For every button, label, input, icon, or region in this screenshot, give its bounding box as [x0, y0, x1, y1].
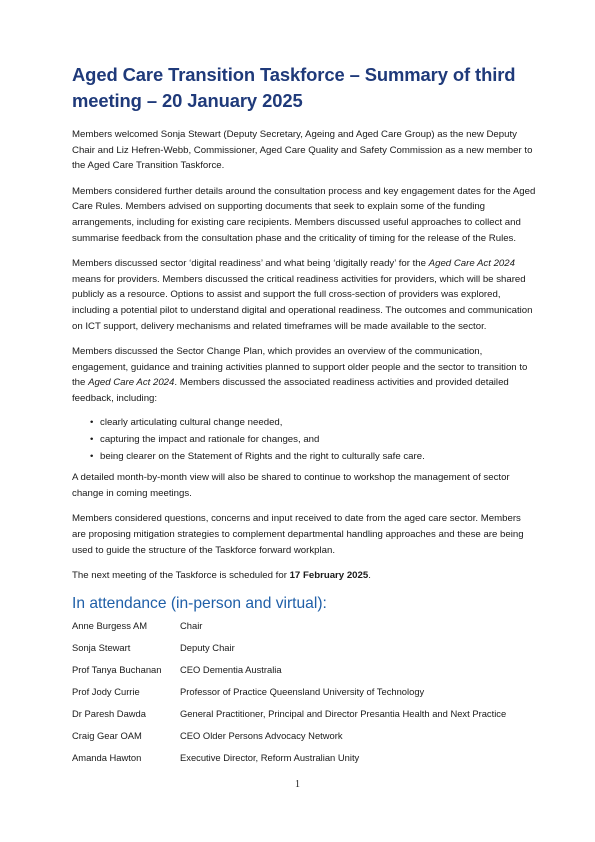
attendance-row — [72, 707, 537, 721]
paragraph-month-view: A detailed month-by-month view will also be shared to continue to workshop the management of sector change in coming meetings. — [72, 472, 510, 499]
list-item-text: clearly articulating cultural change needed, — [100, 416, 283, 428]
paragraph-digital-readiness — [72, 256, 537, 334]
paragraph-text: means for providers. Members discussed the critical readiness activities for providers, which will be shared publicly as a resource. Options to assist and support the full cross-section of providers was explored, including a potential pilot to understand digital and operational readiness. The outcomes and communication on ICT support, delivery mechanisms and related timeframes will be made available to the sector. — [72, 273, 533, 332]
attendance-row — [72, 641, 537, 655]
paragraph-consultation: Members considered further details around the consultation process and key engagement dates for the Aged Care Rules. Members advised on supporting documents that seek to explain some of the funding arrangements, including for existing care recipients. Members discussed useful approaches to collect and summarise feedback from the consultation phase and the criticality of timing for the release of the Rules. — [72, 185, 536, 244]
attendance-heading: In attendance (in-person and virtual): — [72, 594, 327, 612]
attendance-row — [72, 685, 537, 699]
paragraph-next-meeting — [72, 568, 537, 584]
paragraph-text: The next meeting of the Taskforce is scheduled for — [72, 570, 290, 582]
page-number: 1 — [295, 779, 300, 790]
attendee-role: CEO Dementia Australia — [180, 663, 282, 675]
paragraph-text: Members discussed the Sector Change Plan, which provides an overview of the communication, engagement, guidance and training activities planned to support older people and the sector to transition to the — [72, 346, 528, 389]
feedback-list — [72, 415, 537, 465]
list-item — [90, 449, 537, 465]
page-title: Aged Care Transition Taskforce – Summary of third meeting – 20 January 2025 — [72, 64, 516, 111]
act-title: Aged Care Act 2024 — [88, 377, 175, 389]
attendee-name: Craig Gear OAM — [72, 729, 142, 741]
attendee-name: Prof Jody Currie — [72, 685, 140, 697]
list-item-text: being clearer on the Statement of Rights and the right to culturally safe care. — [100, 450, 425, 462]
attendee-role: Deputy Chair — [180, 641, 235, 653]
attendee-role: General Practitioner, Principal and Director Presantia Health and Next Practice — [180, 707, 507, 719]
attendee-name: Sonja Stewart — [72, 641, 131, 653]
bullet-icon: • — [90, 416, 94, 428]
bullet-icon: • — [90, 450, 94, 462]
attendee-name: Amanda Hawton — [72, 751, 142, 763]
paragraph-sector-change-plan — [72, 344, 537, 406]
paragraph-text: . — [368, 570, 371, 582]
paragraph-sector-input: Members considered questions, concerns and input received to date from the aged care sector. Members are proposing mitigation strategies to complement departmental handling approaches and these are being used to guide the structure of the Taskforce forward workplan. — [72, 513, 524, 556]
attendee-role: Executive Director, Reform Australian Unity — [180, 751, 360, 763]
paragraph-new-members: Members welcomed Sonja Stewart (Deputy Secretary, Ageing and Aged Care Group) as the new Deputy Chair and Liz Hefren-Webb, Commissioner, Aged Care Quality and Safety Commission as a new member to the Aged Care Transition Taskforce. — [72, 129, 533, 172]
attendee-role: CEO Older Persons Advocacy Network — [180, 729, 343, 741]
attendance-row — [72, 663, 537, 677]
attendee-name: Anne Burgess AM — [72, 619, 148, 631]
attendee-name: Dr Paresh Dawda — [72, 707, 146, 719]
paragraph-text: Members discussed sector ‘digital readiness’ and what being ‘digitally ready’ for the — [72, 258, 429, 270]
attendee-role: Professor of Practice Queensland University of Technology — [180, 685, 425, 697]
list-item — [90, 415, 537, 431]
attendee-name: Prof Tanya Buchanan — [72, 663, 162, 675]
paragraph-text: . Members discussed the associated readiness activities and provided detailed feedback, including: — [72, 377, 509, 404]
attendance-table — [72, 619, 537, 765]
list-item-text: capturing the impact and rationale for changes, and — [100, 433, 320, 445]
act-title: Aged Care Act 2024 — [428, 258, 515, 270]
bullet-icon: • — [90, 433, 94, 445]
list-item — [90, 432, 537, 448]
attendance-row — [72, 729, 537, 743]
next-meeting-date: 17 February 2025 — [289, 570, 369, 582]
attendance-row — [72, 751, 537, 765]
attendee-role: Chair — [180, 619, 203, 631]
attendance-row — [72, 619, 537, 633]
